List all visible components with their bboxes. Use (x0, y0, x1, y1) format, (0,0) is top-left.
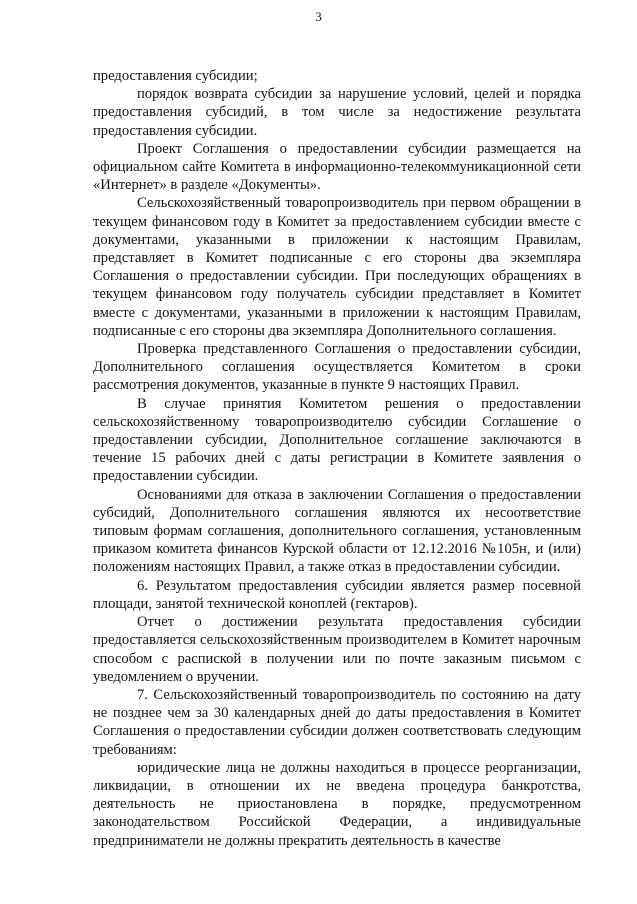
page-number: 3 (315, 9, 322, 24)
document-body (93, 67, 581, 850)
paragraph-refund-procedure: порядок возврата субсидии за нарушение условий, целей и порядка предоставления субсидий, в том числе за недостижение результата предоставления субсидии. (93, 86, 581, 139)
paragraph-item-7-requirements: 7. Сельскохозяйственный товаропроизводитель по состоянию на дату не позднее чем за 30 календарных дней до даты предоставления в Комитет Соглашения о предоставлении субсидии должен соответствовать следующим требованиям: (93, 686, 581, 758)
paragraph-report: Отчет о достижении результата предоставления субсидии предоставляется сельскохозяйственным производителем в Комитет нарочным способом с распиской в получении или по почте заказным письмом с уведомлением о вручении. (93, 614, 581, 685)
paragraph-agreement-conclusion: В случае принятия Комитетом решения о предоставлении сельскохозяйственному товаропроизводителю субсидии Соглашение о предоставлении субсидии, Дополнительное соглашение заключаются в течение 15 рабочих дней с даты регистрации в Комитете заявления о предоставлении субсидии. (93, 395, 581, 485)
paragraph-item-6-result: 6. Результатом предоставления субсидии является размер посевной площади, занятой технической коноплей (гектаров). (93, 577, 581, 612)
paragraph-continuation: предоставления субсидии; (93, 68, 258, 84)
paragraph-first-application: Сельскохозяйственный товаропроизводитель при первом обращении в текущем финансовом году в Комитет за предоставлением субсидии вместе с документами, указанными в приложении к настоящим Правилам, представляет в Комитет подписанные с его стороны два экземпляра Соглашения о предоставлении субсидии. При последующих обращениях в текущем финансовом году получатель субсидии представляет в Комитет вместе с документами, указанными в приложении к настоящим Правилам, подписанные с его стороны два экземпляра Дополнительного соглашения. (93, 195, 581, 339)
paragraph-draft-agreement: Проект Соглашения о предоставлении субсидии размещается на официальном сайте Комитета в информационно-телекоммуникационной сети «Интернет» в разделе «Документы». (93, 140, 581, 194)
paragraph-refusal-grounds: Основаниями для отказа в заключении Соглашения о предоставлении субсидий, Дополнительного соглашения являются их несоответствие типовым формам соглашения, дополнительного соглашения, установленным приказом комитета финансов Курской области от 12.12.2016 №105н, и (или) положениям настоящих Правил, а также отказ в предоставлении субсидии. (93, 486, 581, 576)
paragraph-agreement-check: Проверка представленного Соглашения о предоставлении субсидии, Дополнительного соглашения осуществляется Комитетом в сроки рассмотрения документов, указанные в пункте 9 настоящих Правил. (93, 341, 581, 394)
paragraph-legal-entities: юридические лица не должны находиться в процессе реорганизации, ликвидации, в отношении их не введена процедура банкротства, деятельность не приостановлена в порядке, предусмотренном законодательством Российской Федерации, а индивидуальные предприниматели не должны прекратить деятельность в качестве (93, 759, 581, 849)
